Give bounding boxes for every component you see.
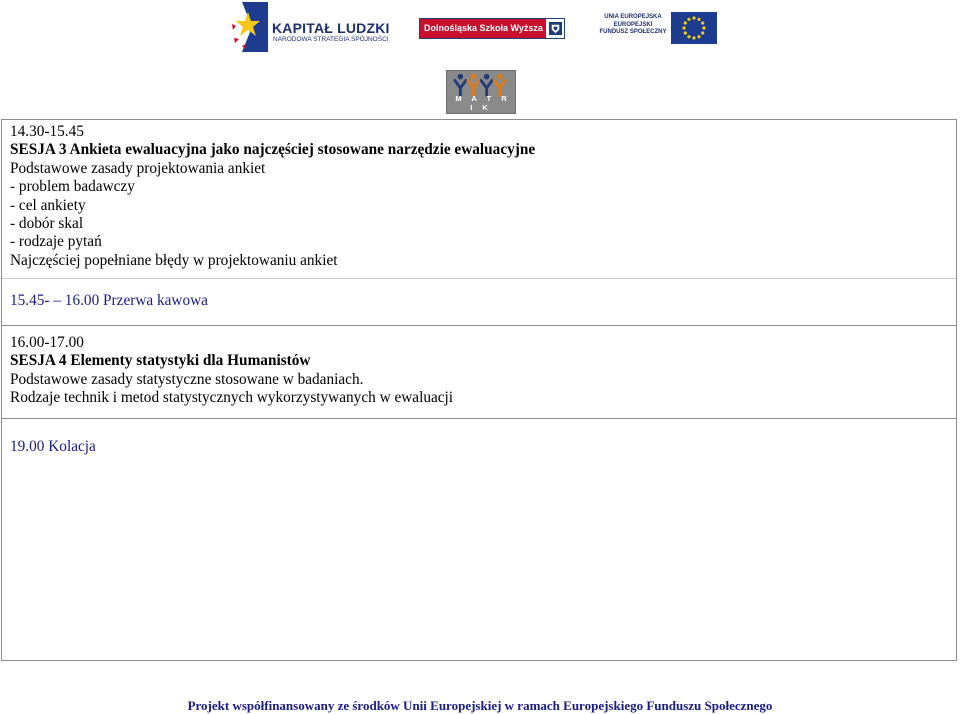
eu-text-line: FUNDUSZ SPOŁECZNY [599,29,667,35]
session-4-line: Rodzaje technik i metod statystycznych wykorzystywanych w ewaluacji [10,389,454,407]
dinner-row [2,418,956,660]
funding-footer [0,698,960,714]
coffee-break-text: 15.45- – 16.00 Przerwa kawowa [10,292,208,309]
dsw-name: Dolnośląska Szkoła Wyższa [420,19,546,38]
eu-star-emblem-icon [228,2,268,52]
session-4-title: SESJA 4 Elementy statystyki dla Humanistów [10,352,311,370]
eu-text-line: EUROPEJSKI [613,21,653,28]
dsw-crest-icon [546,19,564,38]
session-3-note: Najczęściej popełniane błędy w projektowaniu ankiet [10,251,338,269]
session-3-row [2,120,956,278]
session-4-line: Podstawowe zasady statystyczne stosowane w badaniach. [10,370,364,388]
matrik-wordmark: M A T R I K [455,94,511,112]
session-3-topic: Podstawowe zasady projektowania ankiet [10,159,266,177]
dinner-text: 19.00 Kolacja [10,438,96,455]
kapital-ludzki-logo [228,2,388,54]
session-3-item: - rodzaje pytań [10,233,102,251]
session-3-time: 14.30-15.45 [10,123,84,140]
header-logos [0,0,960,112]
funding-footer-text: Projekt współfinansowany ze środków Unii Europejskiej w ramach Europejskiego Funduszu Społecznego [187,698,773,713]
agenda-table [1,119,957,661]
session-4-row [2,325,956,418]
coffee-break-row [2,278,956,324]
session-3-item: - problem badawczy [10,178,135,196]
kapital-ludzki-title: KAPITAŁ LUDZKI [272,20,390,36]
matrik-logo [446,70,516,114]
session-3-item: - cel ankiety [10,196,86,214]
session-3-item: - dobór skal [10,215,84,233]
eu-text-line: UNIA EUROPEJSKA [604,14,662,20]
dsw-logo [419,18,565,39]
session-4-time: 16.00-17.00 [10,334,84,351]
eu-logo-text [598,14,668,37]
eu-flag-icon [671,12,717,44]
eu-logo [598,11,720,47]
session-3-title: SESJA 3 Ankieta ewaluacyjna jako najczęściej stosowane narzędzie ewaluacyjne [10,141,536,159]
kapital-ludzki-subtitle: NARODOWA STRATEGIA SPÓJNOŚCI [273,36,389,43]
